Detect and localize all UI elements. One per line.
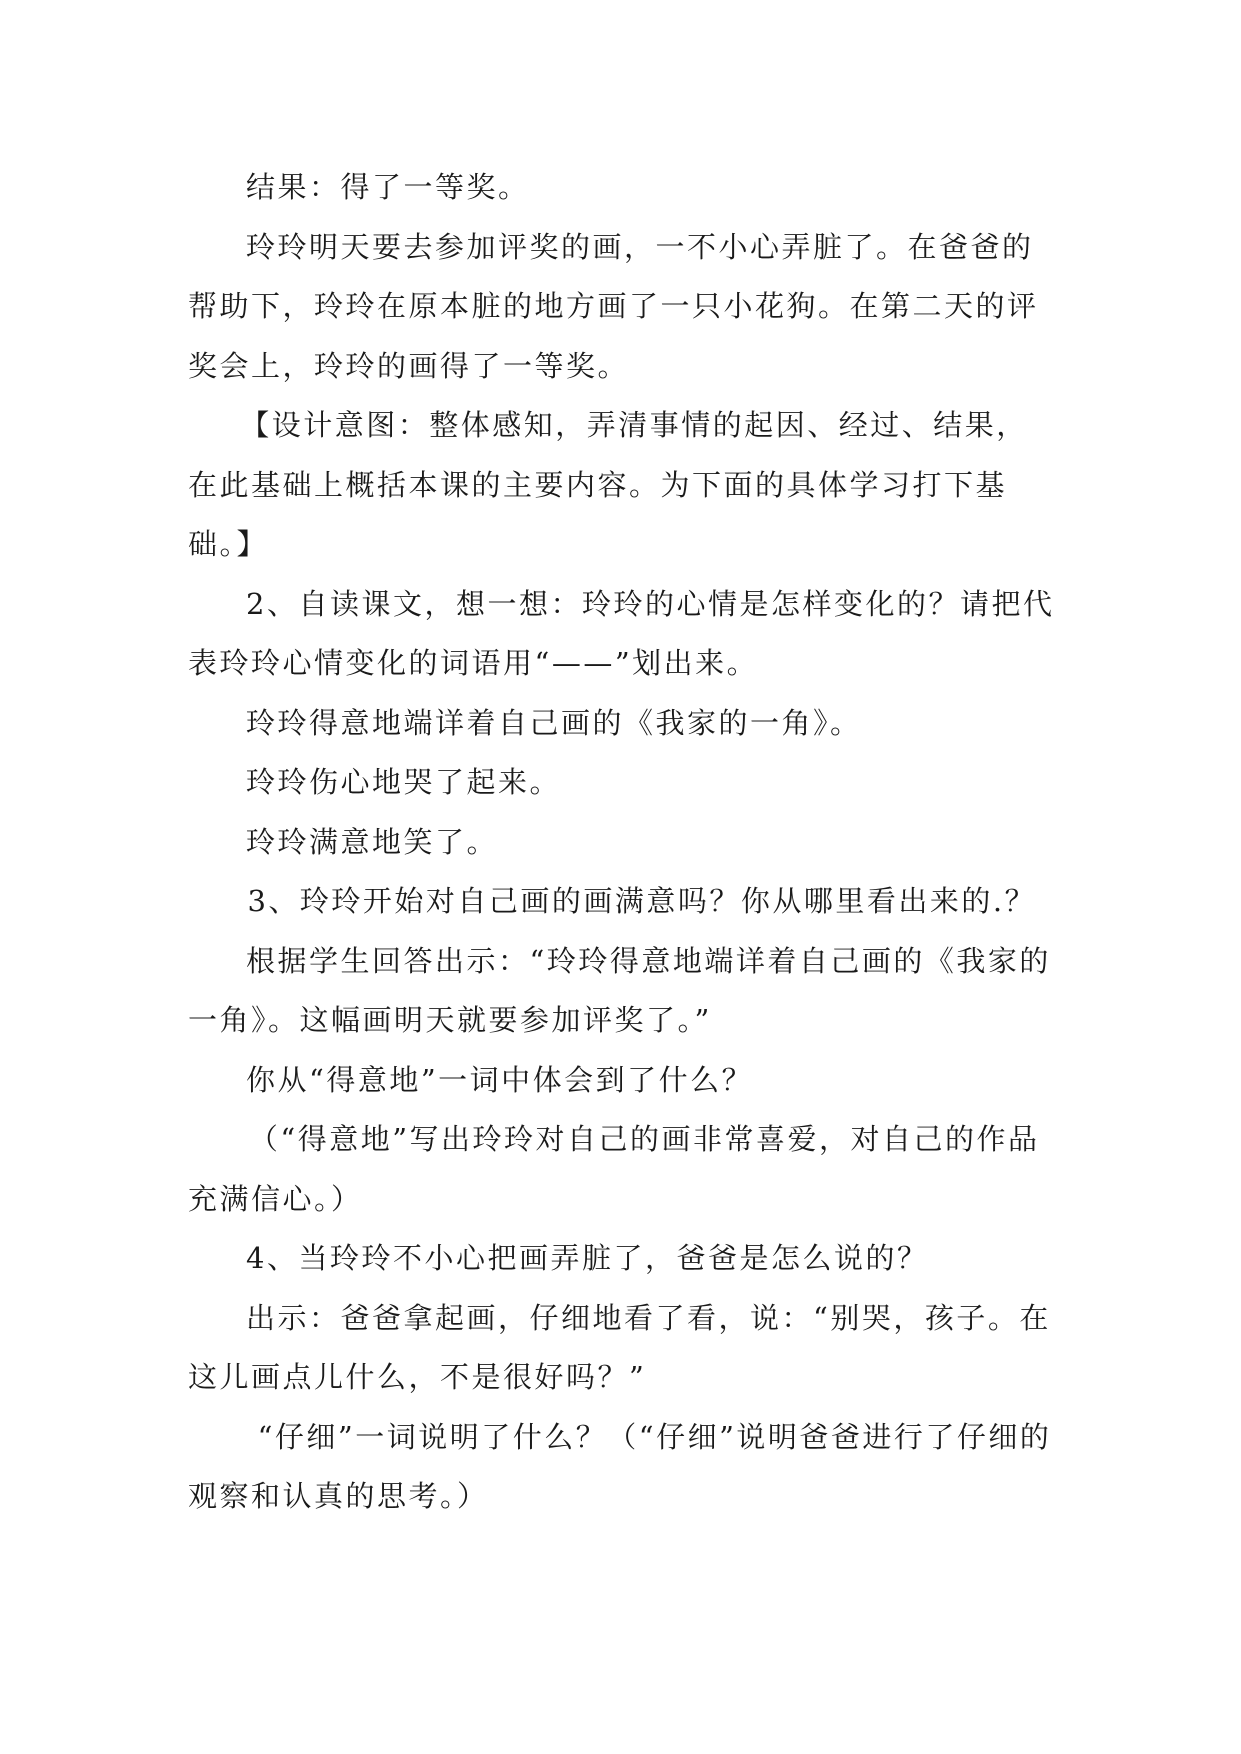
paragraph-mood-satisfied: 玲玲满意地笑了。 — [246, 824, 499, 859]
document-body — [188, 158, 1058, 1527]
paragraph-answer-deyidi: （“得意地”写出玲玲对自己的画非常喜爱，对自己的作品充满信心。） — [188, 1122, 1040, 1216]
paragraph-question-3: 3、玲玲开始对自己画的画满意吗？你从哪里看出来的.？ — [247, 884, 1037, 918]
paragraph-summary: 玲玲明天要去参加评奖的画，一不小心弄脏了。在爸爸的帮助下，玲玲在原本脏的地方画了一只小花狗。在第二天的评奖会上，玲玲的画得了一等奖。 — [188, 229, 1039, 383]
paragraph-result: 结果：得了一等奖。 — [246, 170, 530, 204]
paragraph-question-2: 2、自读课文，想一想：玲玲的心情是怎样变化的？请把代表玲玲心情变化的词语用“——”划出来。 — [188, 586, 1055, 680]
paragraph-show-sentence: 根据学生回答出示：“玲玲得意地端详着自己画的《我家的一角》。这幅画明天就要参加评奖了。” — [188, 943, 1051, 1037]
paragraph-mood-sad: 玲玲伤心地哭了起来。 — [246, 765, 562, 799]
paragraph-mood-proud: 玲玲得意地端详着自己画的《我家的一角》。 — [246, 705, 862, 740]
paragraph-question-zixi: “仔细”一词说明了什么？（“仔细”说明爸爸进行了仔细的观察和认真的思考。） — [188, 1419, 1052, 1513]
paragraph-design-intent: 【设计意图：整体感知，弄清事情的起因、经过、结果，在此基础上概括本课的主要内容。为下面的具体学习打下基础。】 — [188, 408, 1028, 561]
paragraph-question-4: 4、当玲玲不小心把画弄脏了，爸爸是怎么说的？ — [246, 1241, 929, 1275]
paragraph-show-dad-words: 出示：爸爸拿起画，仔细地看了看，说：“别哭，孩子。在这儿画点儿什么，不是很好吗？” — [188, 1300, 1051, 1394]
paragraph-question-deyidi: 你从“得意地”一词中体会到了什么？ — [246, 1062, 754, 1097]
